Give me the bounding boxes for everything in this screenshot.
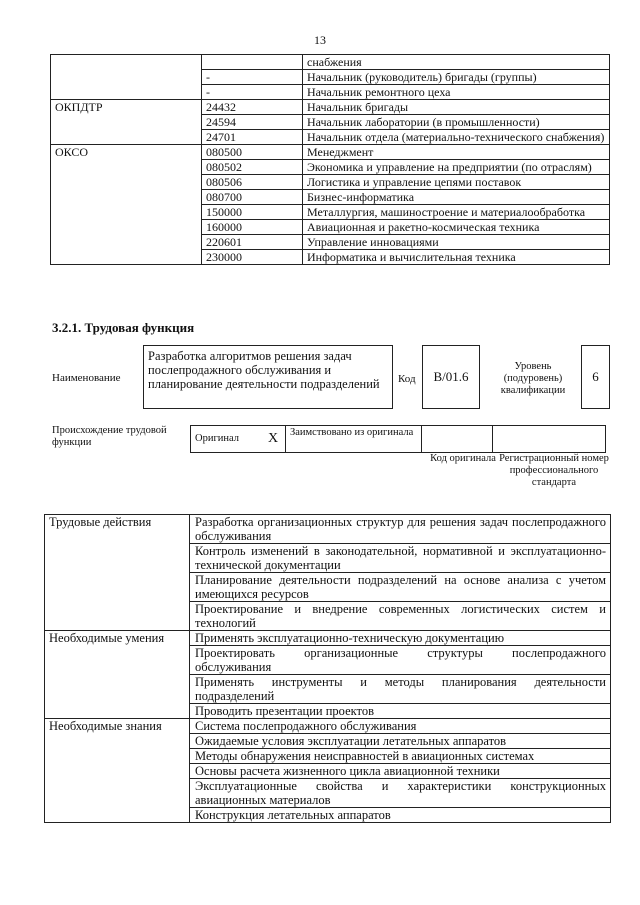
detail-item: Разработка организационных структур для решения задач послепродажного обслуживания bbox=[190, 515, 611, 544]
detail-item: Конструкция летательных аппаратов bbox=[190, 808, 611, 823]
classifier-code: 160000 bbox=[202, 220, 303, 235]
detail-item: Основы расчета жизненного цикла авиационной техники bbox=[190, 764, 611, 779]
detail-category: Необходимые умения bbox=[45, 631, 190, 719]
detail-item: Ожидаемые условия эксплуатации летательных аппаратов bbox=[190, 734, 611, 749]
detail-item: Применять инструменты и методы планирования деятельности подразделений bbox=[190, 675, 611, 704]
classifier-name: Начальник ремонтного цеха bbox=[303, 85, 610, 100]
classifier-row bbox=[51, 55, 610, 70]
detail-item: Контроль изменений в законодательной, нормативной и эксплуатационно-технической документации bbox=[190, 544, 611, 573]
origin-code-label: Код оригинала bbox=[430, 453, 496, 464]
detail-item: Проектирование и внедрение современных логистических систем и технологий bbox=[190, 602, 611, 631]
classifier-code: 080502 bbox=[202, 160, 303, 175]
detail-item: Методы обнаружения неисправностей в авиационных системах bbox=[190, 749, 611, 764]
name-label: Наименование bbox=[52, 372, 121, 384]
original-label: Оригинал bbox=[191, 426, 262, 453]
classifier-code: - bbox=[202, 85, 303, 100]
classifier-name: Начальник бригады bbox=[303, 100, 610, 115]
classifier-name: Информатика и вычислительная техника bbox=[303, 250, 610, 265]
classifier-row bbox=[51, 100, 610, 115]
classifier-name: Логистика и управление цепями поставок bbox=[303, 175, 610, 190]
detail-item: Применять эксплуатационно-техническую документацию bbox=[190, 631, 611, 646]
detail-row bbox=[45, 631, 611, 646]
detail-item: Планирование деятельности подразделений на основе анализа с учетом имеющихся ресурсов bbox=[190, 573, 611, 602]
classifier-code: 24701 bbox=[202, 130, 303, 145]
classifier-name: Бизнес-информатика bbox=[303, 190, 610, 205]
detail-row bbox=[45, 719, 611, 734]
classifier-name: Начальник отдела (материально-технического снабжения) bbox=[303, 130, 610, 145]
classifier-name: Менеджмент bbox=[303, 145, 610, 160]
classifier-code: 24432 bbox=[202, 100, 303, 115]
detail-item: Эксплуатационные свойства и характеристики конструкционных авиационных материалов bbox=[190, 779, 611, 808]
classifier-name: Начальник (руководитель) бригады (группы) bbox=[303, 70, 610, 85]
detail-row bbox=[45, 515, 611, 544]
classifier-group: ОКСО bbox=[51, 145, 202, 265]
classifier-code: 230000 bbox=[202, 250, 303, 265]
classifier-row bbox=[51, 145, 610, 160]
borrowed-label: Заимствовано из оригинала bbox=[286, 426, 422, 453]
detail-category: Необходимые знания bbox=[45, 719, 190, 823]
origin-table bbox=[190, 425, 606, 453]
origin-code-cell bbox=[422, 426, 493, 453]
page-number: 13 bbox=[314, 33, 326, 47]
classifier-code bbox=[202, 55, 303, 70]
detail-item: Проектировать организационные структуры послепродажного обслуживания bbox=[190, 646, 611, 675]
classifier-name: Экономика и управление на предприятии (по отраслям) bbox=[303, 160, 610, 175]
function-name-box: Разработка алгоритмов решения задач послепродажного обслуживания и планирование деятельности подразделений bbox=[143, 345, 393, 409]
detail-item: Система послепродажного обслуживания bbox=[190, 719, 611, 734]
classifier-name: Металлургия, машиностроение и материалообработка bbox=[303, 205, 610, 220]
classifier-name: Начальник лаборатории (в промышленности) bbox=[303, 115, 610, 130]
origin-label: Происхождение трудовой функции bbox=[52, 425, 167, 448]
classifier-table bbox=[50, 54, 610, 265]
reg-number-label: Регистрационный номер профессионального стандарта bbox=[499, 453, 609, 488]
level-label: Уровень (подуровень) квалификации bbox=[500, 361, 566, 396]
classifier-group bbox=[51, 55, 202, 100]
classifier-code: 080506 bbox=[202, 175, 303, 190]
classifier-code: 080700 bbox=[202, 190, 303, 205]
classifier-name: снабжения bbox=[303, 55, 610, 70]
classifier-code: 220601 bbox=[202, 235, 303, 250]
classifier-code: 24594 bbox=[202, 115, 303, 130]
detail-item: Проводить презентации проектов bbox=[190, 704, 611, 719]
code-label: Код bbox=[398, 373, 416, 385]
function-code-box: B/01.6 bbox=[422, 345, 480, 409]
classifier-code: 080500 bbox=[202, 145, 303, 160]
classifier-group: ОКПДТР bbox=[51, 100, 202, 145]
section-title: 3.2.1. Трудовая функция bbox=[52, 320, 195, 335]
classifier-code: - bbox=[202, 70, 303, 85]
classifier-name: Авиационная и ракетно-космическая техника bbox=[303, 220, 610, 235]
reg-number-cell bbox=[493, 426, 606, 453]
classifier-name: Управление инновациями bbox=[303, 235, 610, 250]
original-mark: X bbox=[261, 426, 286, 453]
details-table bbox=[44, 514, 611, 823]
detail-category: Трудовые действия bbox=[45, 515, 190, 631]
classifier-code: 150000 bbox=[202, 205, 303, 220]
level-box: 6 bbox=[581, 345, 610, 409]
